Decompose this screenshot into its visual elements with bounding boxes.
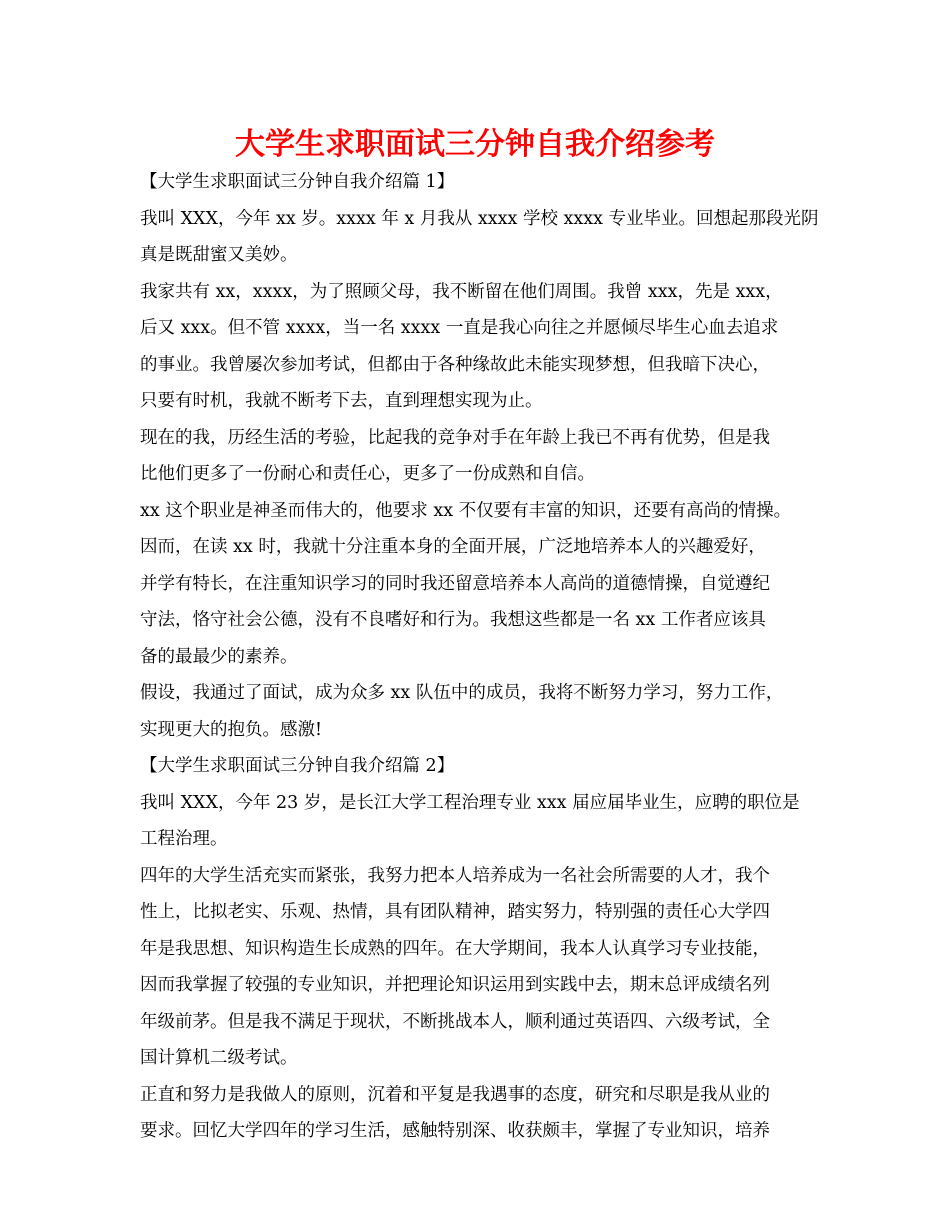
- text-line: 并学有特长，在注重知识学习的同时我还留意培养本人高尚的道德情操，自觉遵纪: [140, 573, 770, 594]
- text-line: 比他们更多了一份耐心和责任心，更多了一份成熟和自信。: [140, 464, 595, 484]
- text-line: 正直和努力是我做人的原则，沉着和平复是我遇事的态度，研究和尽职是我从业的: [140, 1084, 770, 1105]
- text-line: 假设，我通过了面试，成为众多 xx 队伍中的成员，我将不断努力学习，努力工作，: [140, 683, 784, 703]
- text-line: 因而我掌握了较强的专业知识，并把理论知识运用到实践中去，期末总评成绩名列: [140, 975, 770, 995]
- text-line: 年是我思想、知识构造生长成熟的四年。在大学期间，我本人认真学习专业技能，: [140, 938, 770, 959]
- text-line: 要求。回忆大学四年的学习生活，感触特别深、收获颇丰，掌握了专业知识，培养: [140, 1121, 770, 1141]
- section-heading: 【大学生求职面试三分钟自我介绍篇 2】: [140, 756, 455, 776]
- text-line: 后又 xxx。但不管 xxxx，当一名 xxxx 一直是我心向往之并愿倾尽毕生心血去追求: [140, 318, 779, 338]
- text-line: 四年的大学生活充实而紧张，我努力把本人培养成为一名社会所需要的人才，我个: [140, 865, 770, 886]
- text-line: 工程治理。: [140, 829, 228, 849]
- text-line: 国计算机二级考试。: [140, 1048, 298, 1068]
- document-title: 大学生求职面试三分钟自我介绍参考: [235, 127, 715, 162]
- text-line: 守法，恪守社会公德，没有不良嗜好和行为。我想这些都是一名 xx 工作者应该具: [140, 610, 766, 630]
- text-line: 我家共有 xx，xxxx，为了照顾父母，我不断留在他们周围。我曾 xxx，先是 xxx，: [140, 281, 783, 302]
- document-body: [140, 164, 830, 1150]
- text-line: 备的最最少的素养。: [140, 646, 298, 667]
- text-line: 性上，比拟老实、乐观、热情，具有团队精神，踏实努力，特别强的责任心大学四: [140, 902, 770, 922]
- text-line: 现在的我，历经生活的考验，比起我的竞争对手在年龄上我已不再有优势，但是我: [140, 427, 770, 448]
- section-heading: 【大学生求职面试三分钟自我介绍篇 1】: [140, 172, 455, 192]
- text-line: 真是既甜蜜又美妙。: [140, 245, 298, 265]
- text-line: 因而，在读 xx 时，我就十分注重本身的全面开展，广泛地培养本人的兴趣爱好，: [140, 537, 766, 557]
- text-line: 年级前茅。但是我不满足于现状，不断挑战本人，顺利通过英语四、六级考试，全: [140, 1011, 770, 1032]
- text-line: 实现更大的抱负。感激!: [140, 719, 323, 740]
- text-line: 只要有时机，我就不断考下去，直到理想实现为止。: [140, 391, 543, 411]
- text-line: xx 这个职业是神圣而伟大的，他要求 xx 不仅要有丰富的知识，还要有高尚的情操。: [140, 500, 792, 521]
- text-line: 我叫 XXX，今年 23 岁，是长江大学工程治理专业 xxx 届应届毕业生，应聘的职位是: [140, 792, 800, 813]
- text-line: 我叫 XXX，今年 xx 岁。xxxx 年 x 月我从 xxxx 学校 xxxx 专业毕业。回想起那段光阴: [140, 208, 819, 229]
- text-line: 的事业。我曾屡次参加考试，但都由于各种缘故此未能实现梦想，但我暗下决心，: [140, 354, 770, 375]
